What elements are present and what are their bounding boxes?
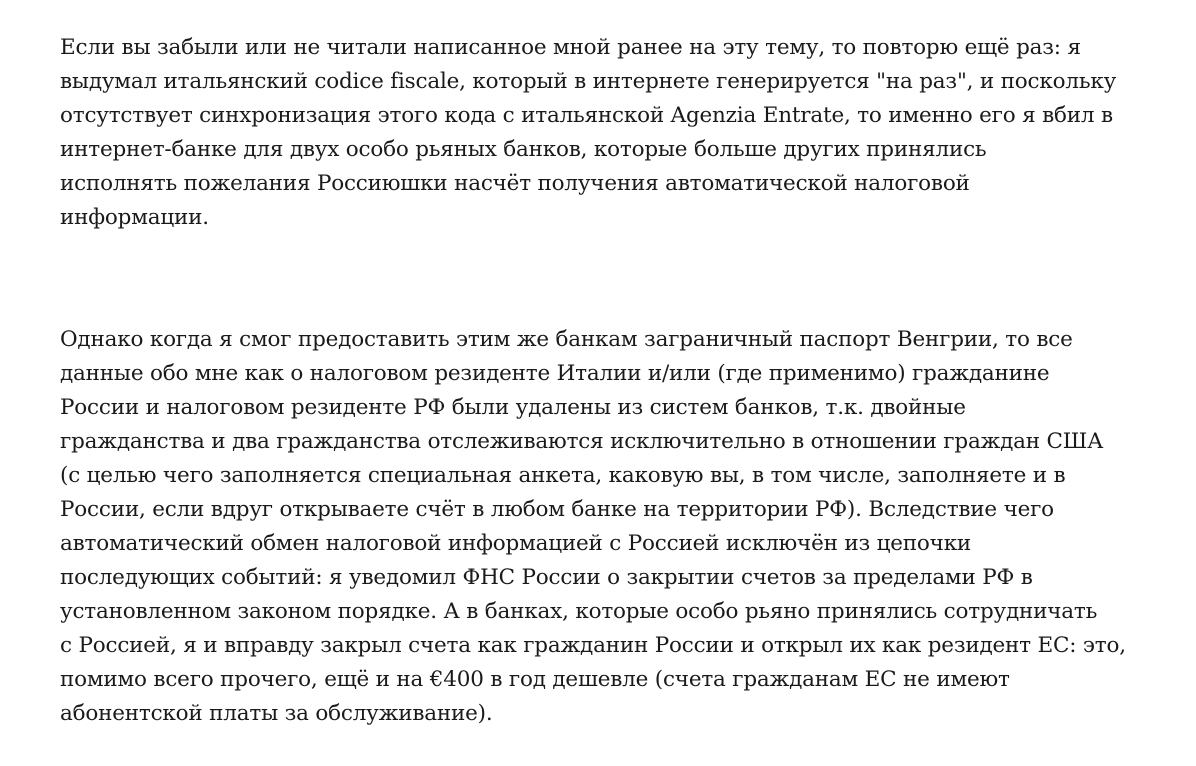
text-line: выдумал итальянский codice fiscale, который в интернете генерируется "на раз", и поскольку — [60, 69, 1117, 94]
text-line: (с целью чего заполняется специальная анкета, каковую вы, в том числе, заполняете и в — [60, 463, 1066, 488]
text-line: отсутствует синхронизация этого кода с итальянской Agenzia Entrate, то именно его я вбил в — [60, 103, 1113, 128]
text-line: исполнять пожелания Россиюшки насчёт получения автоматической налоговой — [60, 171, 970, 196]
document-body — [60, 31, 1150, 731]
paragraph-1 — [60, 31, 1150, 235]
text-line: России, если вдруг открываете счёт в любом банке на территории РФ). Вследствие чего — [60, 497, 1054, 522]
text-line: Однако когда я смог предоставить этим же банкам заграничный паспорт Венгрии, то все — [60, 327, 1073, 352]
text-line: последующих событий: я уведомил ФНС России о закрытии счетов за пределами РФ в — [60, 565, 1033, 590]
text-line: интернет-банке для двух особо рьяных банков, которые больше других принялись — [60, 137, 987, 162]
paragraph-spacer — [60, 235, 1150, 323]
text-line: помимо всего прочего, ещё и на €400 в год дешевле (счета гражданам ЕС не имеют — [60, 667, 1010, 692]
text-line: данные обо мне как о налоговом резиденте Италии и/или (где применимо) гражданине — [60, 361, 1050, 386]
text-line: Если вы забыли или не читали написанное мной ранее на эту тему, то повторю ещё раз: я — [60, 35, 1081, 60]
text-line: установленном законом порядке. А в банках, которые особо рьяно принялись сотрудничать — [60, 599, 1098, 624]
text-line: абонентской платы за обслуживание). — [60, 701, 493, 726]
text-line: автоматический обмен налоговой информацией с Россией исключён из цепочки — [60, 531, 972, 556]
text-line: России и налоговом резиденте РФ были удалены из систем банков, т.к. двойные — [60, 395, 966, 420]
paragraph-2 — [60, 323, 1150, 731]
text-line: с Россией, я и вправду закрыл счета как гражданин России и открыл их как резидент ЕС: это, — [60, 633, 1126, 658]
text-line: гражданства и два гражданства отслеживаются исключительно в отношении граждан США — [60, 429, 1104, 454]
text-line: информации. — [60, 205, 209, 230]
